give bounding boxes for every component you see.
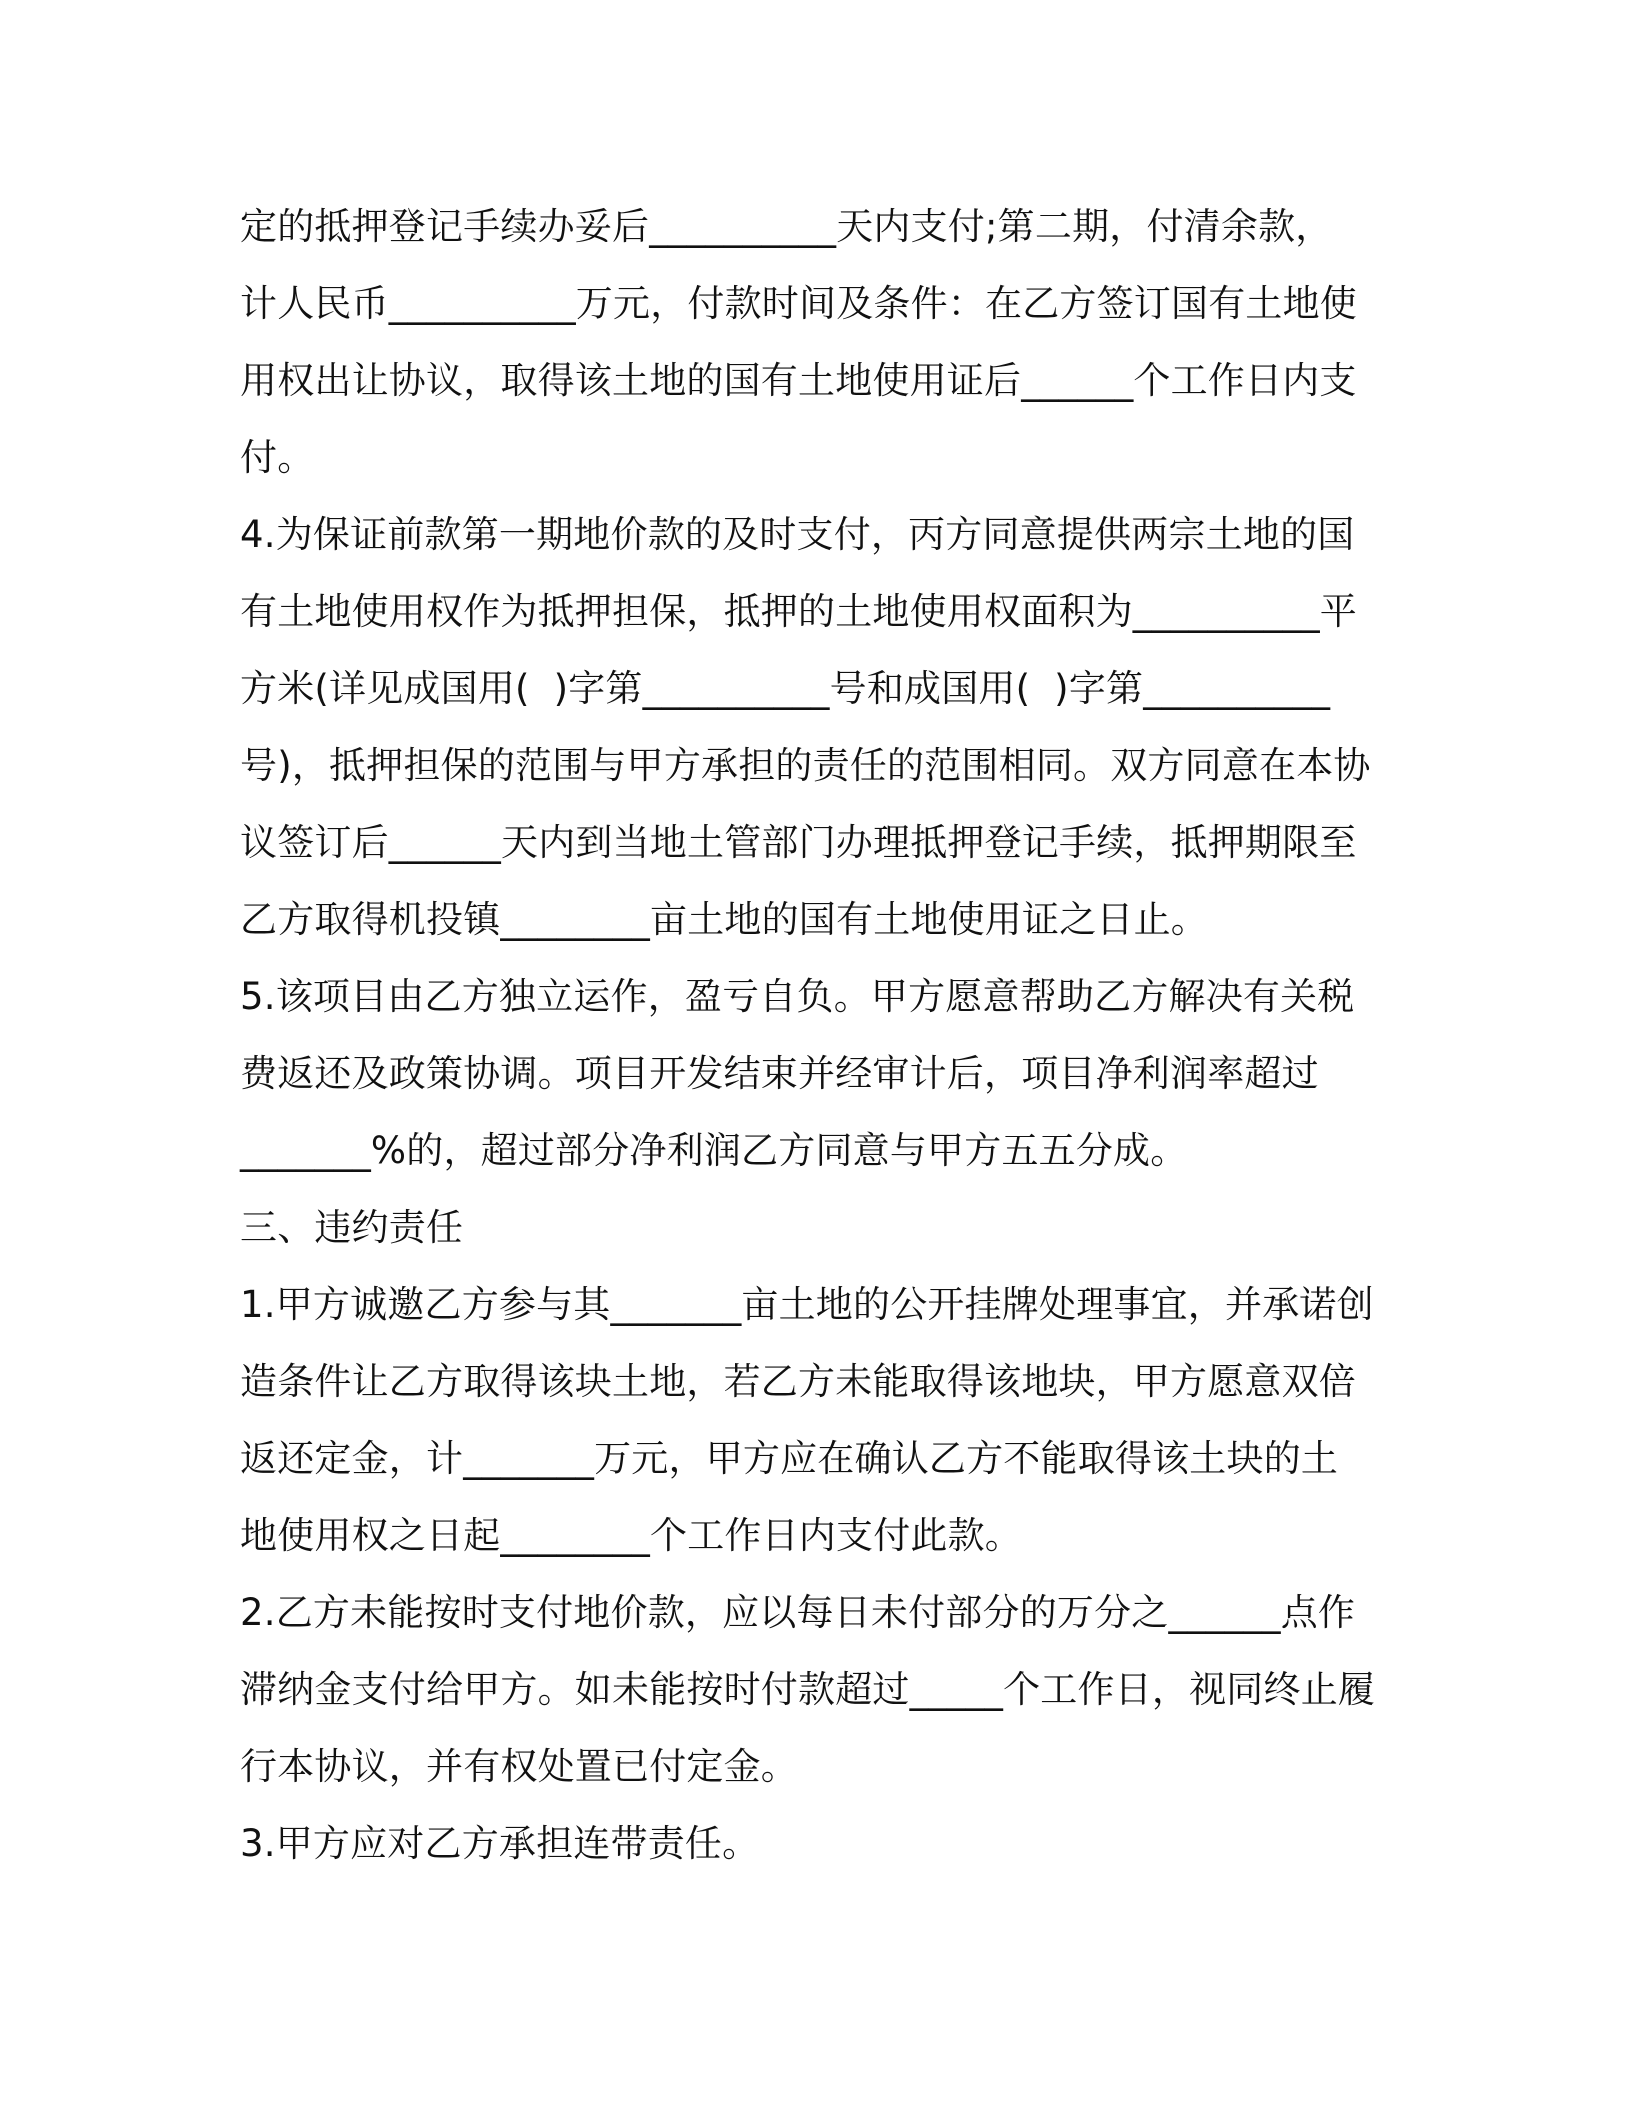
text-line: 1.甲方诚邀乙方参与其_______亩土地的公开挂牌处理事宜，并承诺创 bbox=[240, 1283, 1374, 1326]
text-line: 乙方取得机投镇________亩土地的国有土地使用证之日止。 bbox=[240, 898, 1208, 941]
text-line: 2.乙方未能按时支付地价款，应以每日未付部分的万分之______点作 bbox=[240, 1591, 1356, 1634]
text-line: 付。 bbox=[240, 436, 315, 479]
text-line: 议签订后______天内到当地土管部门办理抵押登记手续，抵押期限至 bbox=[240, 821, 1357, 864]
text-line: 有土地使用权作为抵押担保，抵押的土地使用权面积为__________平 bbox=[240, 590, 1357, 633]
text-line: _______%的，超过部分净利润乙方同意与甲方五五分成。 bbox=[240, 1129, 1188, 1172]
text-line: 4.为保证前款第一期地价款的及时支付，丙方同意提供两宗土地的国 bbox=[240, 513, 1355, 556]
text-line: 用权出让协议，取得该土地的国有土地使用证后______个工作日内支 bbox=[240, 359, 1357, 402]
text-line: 计人民币__________万元，付款时间及条件：在乙方签订国有土地使 bbox=[240, 282, 1357, 325]
text-line: 3.甲方应对乙方承担连带责任。 bbox=[240, 1822, 760, 1865]
text-line: 返还定金，计_______万元，甲方应在确认乙方不能取得该土块的土 bbox=[240, 1437, 1339, 1480]
text-line: 滞纳金支付给甲方。如未能按时付款超过_____个工作日，视同终止履 bbox=[240, 1668, 1376, 1711]
text-line: 号)，抵押担保的范围与甲方承担的责任的范围相同。双方同意在本协 bbox=[240, 744, 1371, 787]
text-line: 定的抵押登记手续办妥后__________天内支付;第二期，付清余款， bbox=[240, 205, 1333, 248]
text-line: 造条件让乙方取得该块土地，若乙方未能取得该地块，甲方愿意双倍 bbox=[240, 1360, 1356, 1403]
text-line: 费返还及政策协调。项目开发结束并经审计后，项目净利润率超过 bbox=[240, 1052, 1319, 1095]
section-heading: 三、违约责任 bbox=[240, 1206, 464, 1249]
text-line: 方米(详见成国用( )字第__________号和成国用( )字第__________ bbox=[240, 667, 1331, 710]
text-line: 行本协议，并有权处置已付定金。 bbox=[240, 1745, 798, 1788]
text-line: 5.该项目由乙方独立运作，盈亏自负。甲方愿意帮助乙方解决有关税 bbox=[240, 975, 1355, 1018]
text-line: 地使用权之日起________个工作日内支付此款。 bbox=[240, 1514, 1022, 1557]
document-body bbox=[240, 188, 1400, 1882]
